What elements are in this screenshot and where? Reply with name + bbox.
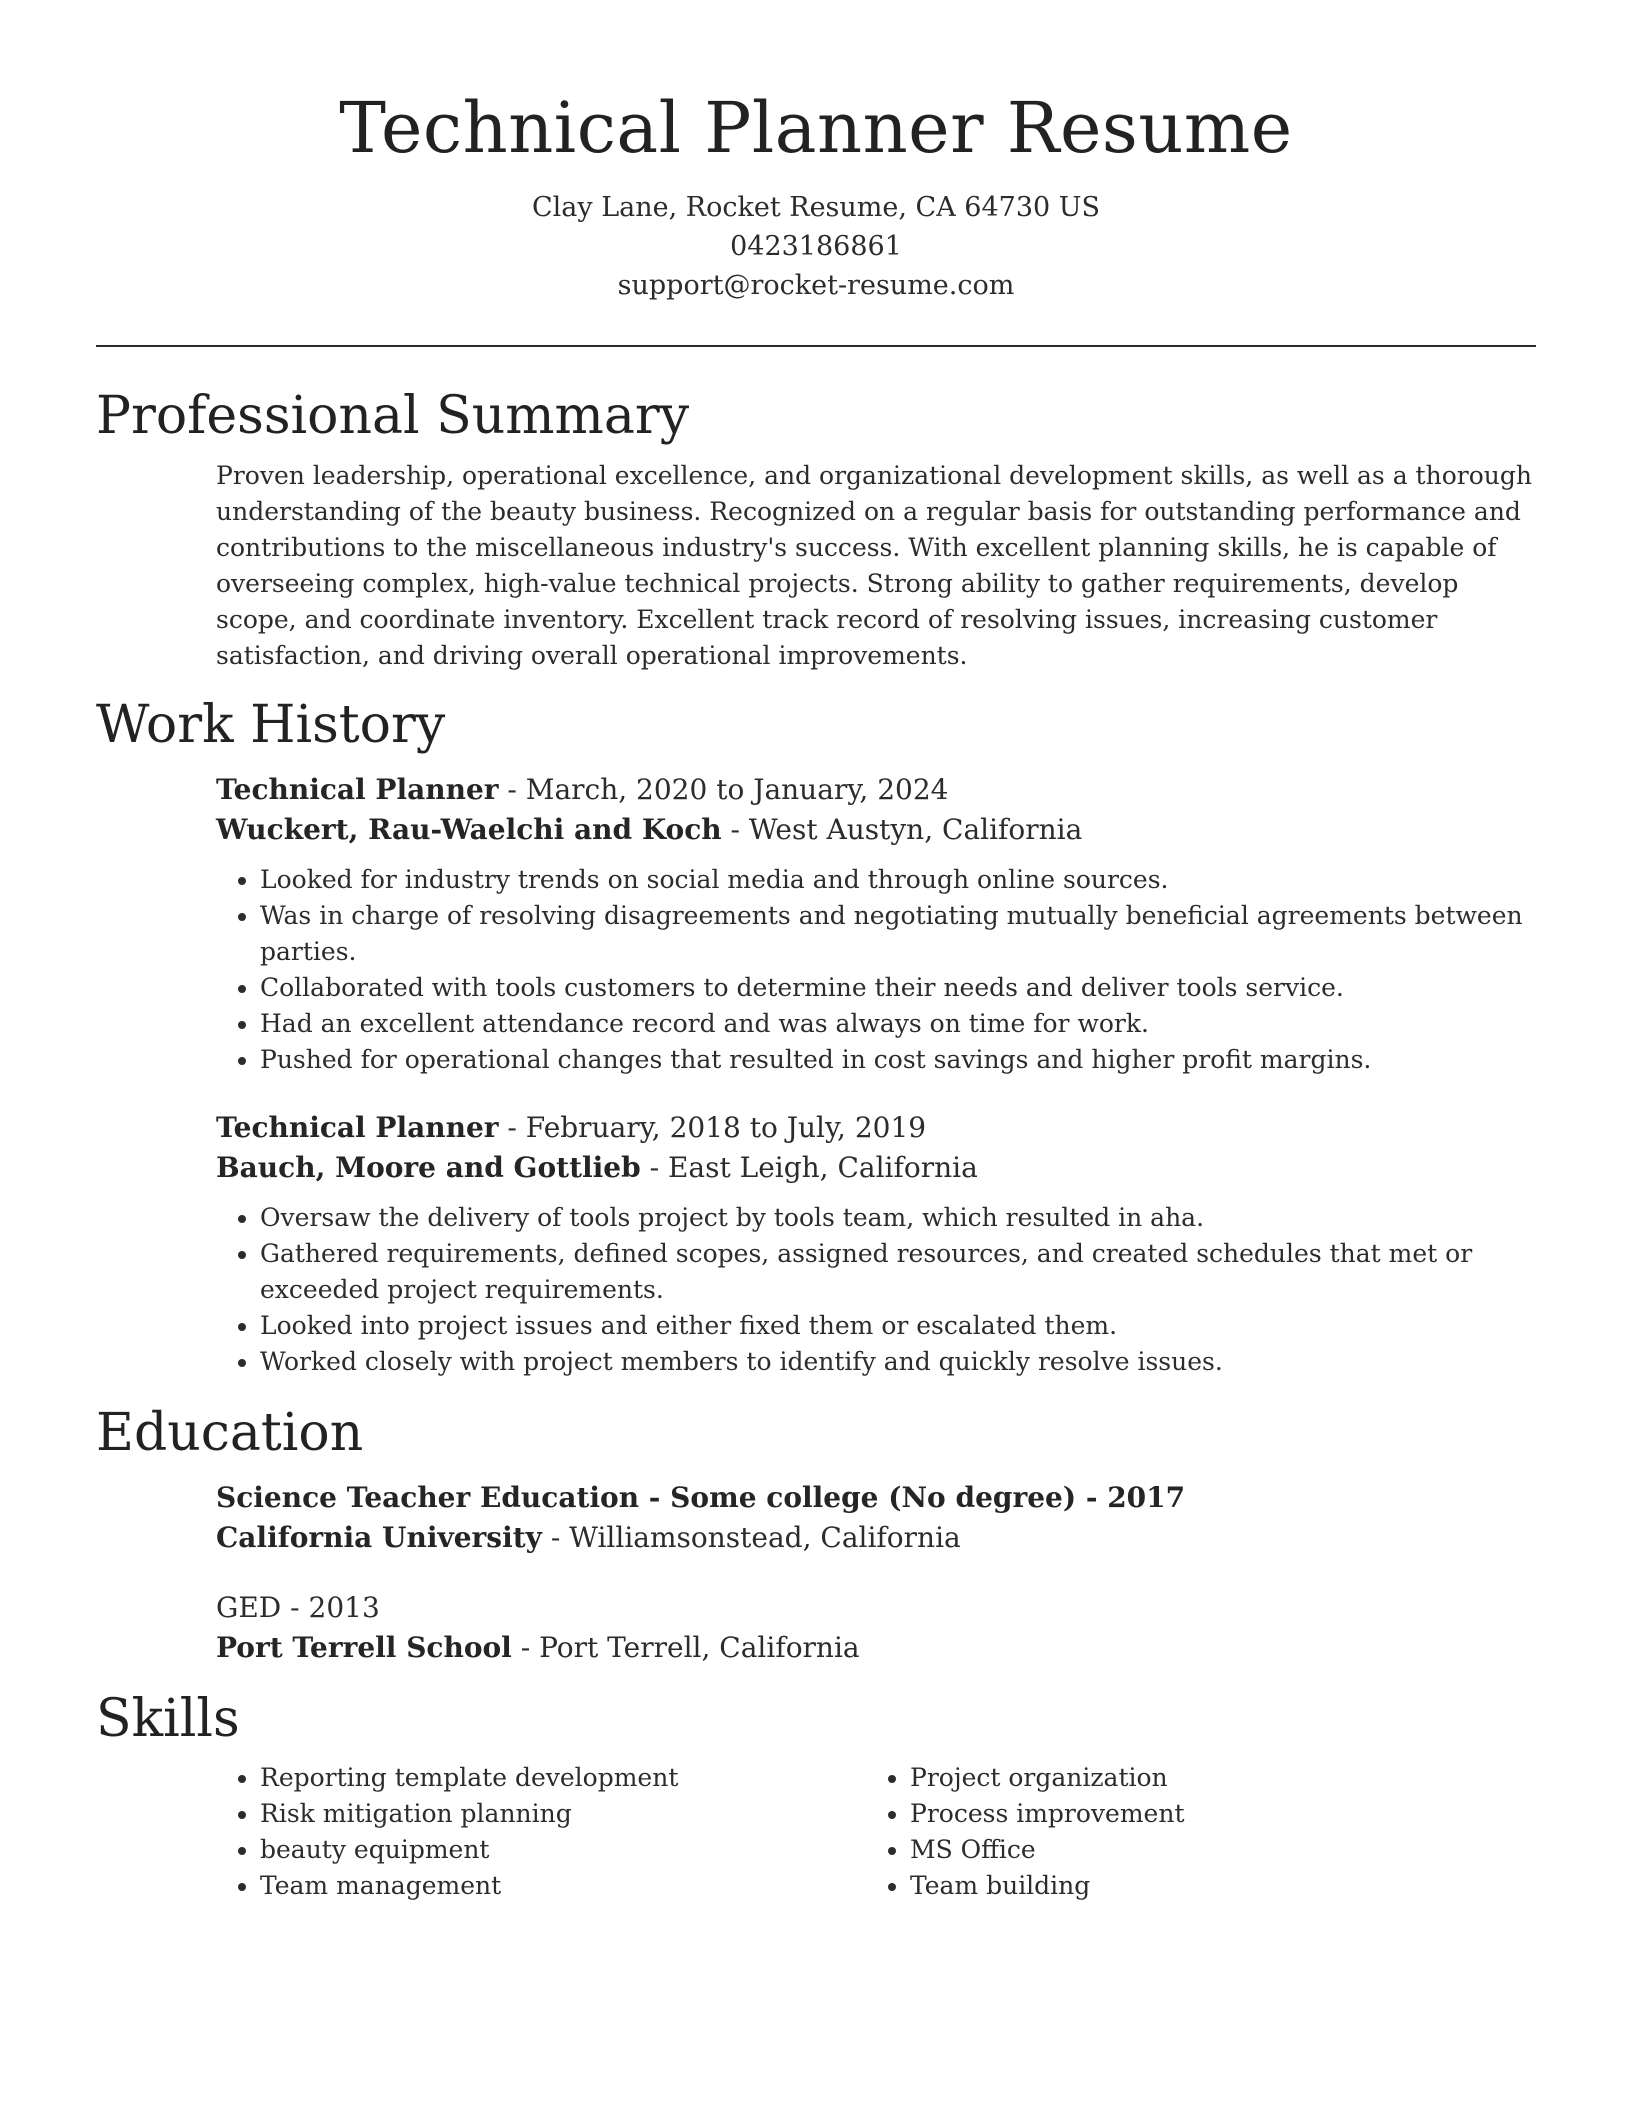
job-company-line <box>216 810 1536 850</box>
education-section <box>96 1402 1536 1668</box>
skill-item: • Team building <box>910 1868 1516 1904</box>
skill-item: • Process improvement <box>910 1796 1516 1832</box>
job-title-line <box>216 1108 1536 1148</box>
list-item: • Worked closely with project members to identify and quickly resolve issues. <box>260 1344 1536 1380</box>
skills-column-left <box>216 1760 866 1904</box>
skill-item: • Risk mitigation planning <box>260 1796 866 1832</box>
school-name: Port Terrell School <box>216 1631 512 1664</box>
education-entry <box>216 1588 1536 1668</box>
skill-item: • Reporting template development <box>260 1760 866 1796</box>
work-section <box>96 694 1536 1380</box>
education-entry <box>216 1478 1536 1558</box>
school-location: - Port Terrell, California <box>511 1631 860 1664</box>
degree-text: GED - 2013 <box>216 1591 380 1624</box>
list-item: • Had an excellent attendance record and was always on time for work. <box>260 1006 1536 1042</box>
skill-item: • beauty equipment <box>260 1832 866 1868</box>
skills-grid <box>216 1760 1536 1904</box>
education-degree <box>216 1478 1536 1518</box>
job-dates: - March, 2020 to January, 2024 <box>498 773 949 806</box>
summary-text: Proven leadership, operational excellence, and organizational development skills, as well as a thorough understanding of the beauty business. Recognized on a regular basis for outstanding performance and contributions to the miscellaneous industry's success. With excellent planning skills, he is capable of overseeing complex, high-value technical projects. Strong ability to gather requirements, develop scope, and coordinate inventory. Excellent track record of resolving issues, increasing customer satisfaction, and driving overall operational improvements. <box>216 461 1532 670</box>
job-company: Bauch, Moore and Gottlieb <box>216 1151 641 1184</box>
skills-list <box>216 1760 866 1904</box>
contact-phone: 0423186861 <box>730 231 902 262</box>
job-bullets <box>216 1200 1536 1380</box>
school-location: - Williamsonstead, California <box>541 1521 961 1554</box>
education-heading: Education <box>96 1403 364 1463</box>
header-divider <box>96 345 1536 347</box>
contact-address: Clay Lane, Rocket Resume, CA 64730 US <box>531 192 1101 223</box>
skills-column-right <box>866 1760 1516 1904</box>
contact-email: support@rocket-resume.com <box>617 270 1015 301</box>
skills-section <box>96 1688 1536 1904</box>
summary-section <box>96 385 1536 674</box>
resume-header <box>96 0 1536 305</box>
list-item: • Looked for industry trends on social media and through online sources. <box>260 862 1536 898</box>
resume-title: Technical Planner Resume <box>339 87 1293 169</box>
skill-item: • MS Office <box>910 1832 1516 1868</box>
list-item: • Collaborated with tools customers to determine their needs and deliver tools service. <box>260 970 1536 1006</box>
school-name: California University <box>216 1521 542 1554</box>
job-location: - East Leigh, California <box>640 1151 978 1184</box>
job-role: Technical Planner <box>216 1111 499 1144</box>
job-dates: - February, 2018 to July, 2019 <box>498 1111 927 1144</box>
skill-item: • Project organization <box>910 1760 1516 1796</box>
job-company: Wuckert, Rau-Waelchi and Koch <box>216 813 722 846</box>
job-company-line <box>216 1148 1536 1188</box>
list-item: • Gathered requirements, defined scopes, assigned resources, and created schedules that met or exceeded project requirements. <box>260 1236 1536 1308</box>
contact-block <box>96 188 1536 305</box>
skill-item: • Team management <box>260 1868 866 1904</box>
job-location: - West Austyn, California <box>721 813 1083 846</box>
list-item: • Pushed for operational changes that resulted in cost savings and higher profit margins. <box>260 1042 1536 1078</box>
education-school-line <box>216 1518 1536 1558</box>
list-item: • Oversaw the delivery of tools project by tools team, which resulted in aha. <box>260 1200 1536 1236</box>
job-title-line <box>216 770 1536 810</box>
list-item: • Was in charge of resolving disagreements and negotiating mutually beneficial agreements between parties. <box>260 898 1536 970</box>
work-heading: Work History <box>96 695 446 755</box>
job-entry <box>216 770 1536 1078</box>
job-entry <box>216 1108 1536 1380</box>
list-item: • Looked into project issues and either fixed them or escalated them. <box>260 1308 1536 1344</box>
degree-text: Science Teacher Education - Some college (No degree) - 2017 <box>216 1481 1186 1514</box>
job-role: Technical Planner <box>216 773 499 806</box>
education-school-line <box>216 1628 1536 1668</box>
skills-list <box>866 1760 1516 1904</box>
job-bullets <box>216 862 1536 1078</box>
summary-heading: Professional Summary <box>96 386 690 446</box>
skills-heading: Skills <box>96 1689 240 1749</box>
education-degree <box>216 1588 1536 1628</box>
